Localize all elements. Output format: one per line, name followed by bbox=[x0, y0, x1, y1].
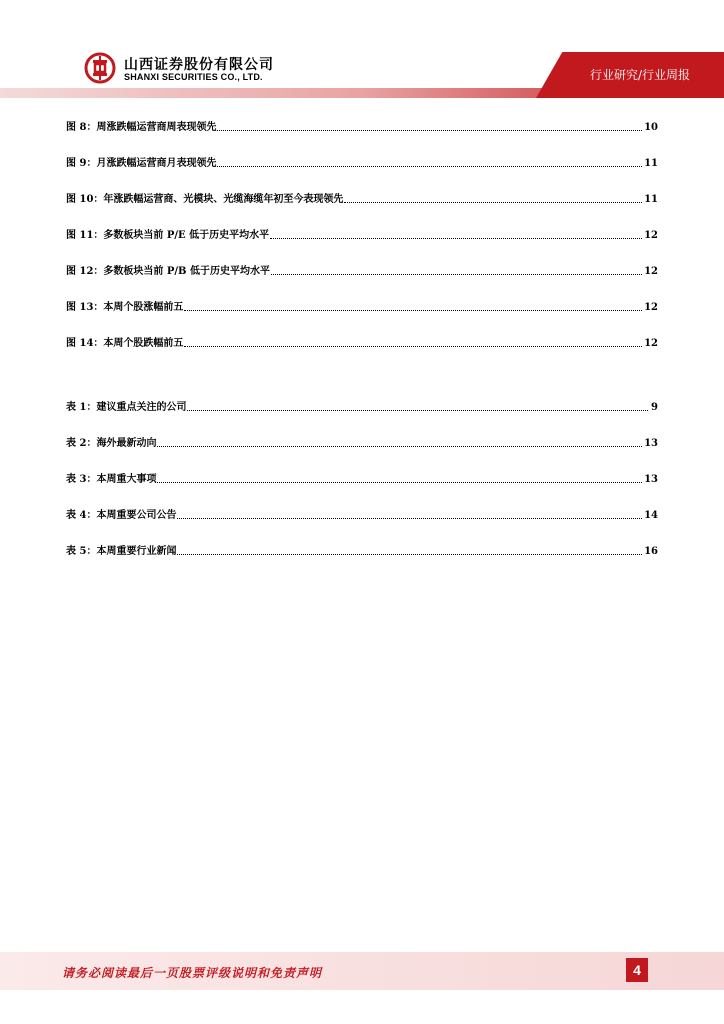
toc-table-item[interactable] bbox=[66, 542, 658, 558]
toc-figure-item[interactable] bbox=[66, 118, 658, 134]
toc-table-item[interactable] bbox=[66, 506, 658, 522]
toc-page-number: 12 bbox=[644, 302, 658, 313]
toc-page-number: 11 bbox=[644, 158, 658, 169]
toc-table-item[interactable] bbox=[66, 470, 658, 486]
section-label: 行业研究/行业周报 bbox=[589, 68, 690, 82]
toc-page-number: 14 bbox=[644, 510, 658, 521]
toc-leader-dots bbox=[217, 165, 642, 167]
toc-page-number: 11 bbox=[644, 194, 658, 205]
toc-leader-dots bbox=[157, 481, 642, 483]
toc-label: 图 12： bbox=[66, 266, 104, 277]
toc-title: 本周重要行业新闻 bbox=[96, 546, 177, 557]
toc-label: 表 5： bbox=[66, 546, 97, 557]
toc-leader-dots bbox=[270, 237, 642, 239]
toc-figure-item[interactable] bbox=[66, 298, 658, 314]
toc-title: 多数板块当前 P/E 低于历史平均水平 bbox=[103, 230, 270, 241]
toc-title: 多数板块当前 P/B 低于历史平均水平 bbox=[103, 266, 270, 277]
toc-leader-dots bbox=[184, 345, 642, 347]
toc-leader-dots bbox=[184, 309, 642, 311]
toc-page-number: 16 bbox=[644, 546, 658, 557]
toc-title: 海外最新动向 bbox=[96, 438, 157, 449]
company-name-cn: 山西证券股份有限公司 bbox=[124, 57, 274, 73]
toc-figure-item[interactable] bbox=[66, 262, 658, 278]
toc-table-item[interactable] bbox=[66, 398, 658, 414]
company-logo-icon bbox=[84, 52, 116, 84]
toc-label: 图 10： bbox=[66, 194, 104, 205]
toc-page-number: 13 bbox=[644, 474, 658, 485]
toc-title: 本周个股跌幅前五 bbox=[103, 338, 184, 349]
toc-title: 本周重大事项 bbox=[96, 474, 157, 485]
toc-page-number: 12 bbox=[644, 230, 658, 241]
toc-label: 表 2： bbox=[66, 438, 97, 449]
company-name-en: SHANXI SECURITIES CO., LTD. bbox=[124, 72, 263, 82]
toc-label: 表 1： bbox=[66, 402, 97, 413]
toc-leader-dots bbox=[217, 129, 642, 131]
toc-page-number: 13 bbox=[644, 438, 658, 449]
toc-label: 图 13： bbox=[66, 302, 104, 313]
toc-title: 本周重要公司公告 bbox=[96, 510, 177, 521]
toc-title: 建议重点关注的公司 bbox=[96, 402, 187, 413]
toc-leader-dots bbox=[187, 409, 648, 411]
toc-title: 月涨跌幅运营商月表现领先 bbox=[96, 158, 217, 169]
toc-figure-item[interactable] bbox=[66, 190, 658, 206]
toc-label: 表 3： bbox=[66, 474, 97, 485]
toc-label: 图 9： bbox=[66, 158, 97, 169]
toc-figure-item[interactable] bbox=[66, 226, 658, 242]
toc-page-number: 10 bbox=[644, 122, 658, 133]
toc-leader-dots bbox=[177, 517, 642, 519]
toc-page-number: 12 bbox=[644, 338, 658, 349]
footer-disclaimer: 请务必阅读最后一页股票评级说明和免责声明 bbox=[62, 966, 323, 980]
toc-label: 图 8： bbox=[66, 122, 97, 133]
toc-page-number: 9 bbox=[651, 402, 658, 413]
toc-leader-dots bbox=[271, 273, 642, 275]
toc-label: 表 4： bbox=[66, 510, 97, 521]
toc-label: 图 14： bbox=[66, 338, 104, 349]
toc-label: 图 11： bbox=[66, 230, 104, 241]
toc-leader-dots bbox=[177, 553, 642, 555]
toc-leader-dots bbox=[344, 201, 642, 203]
toc-title: 年涨跌幅运营商、光模块、光缆海缆年初至今表现领先 bbox=[103, 194, 344, 205]
toc-title: 本周个股涨幅前五 bbox=[103, 302, 184, 313]
toc-table-item[interactable] bbox=[66, 434, 658, 450]
toc-leader-dots bbox=[157, 445, 642, 447]
toc-page-number: 12 bbox=[644, 266, 658, 277]
toc-figure-item[interactable] bbox=[66, 154, 658, 170]
toc-figure-item[interactable] bbox=[66, 334, 658, 350]
page-number: 4 bbox=[626, 958, 648, 982]
toc-title: 周涨跌幅运营商周表现领先 bbox=[96, 122, 217, 133]
